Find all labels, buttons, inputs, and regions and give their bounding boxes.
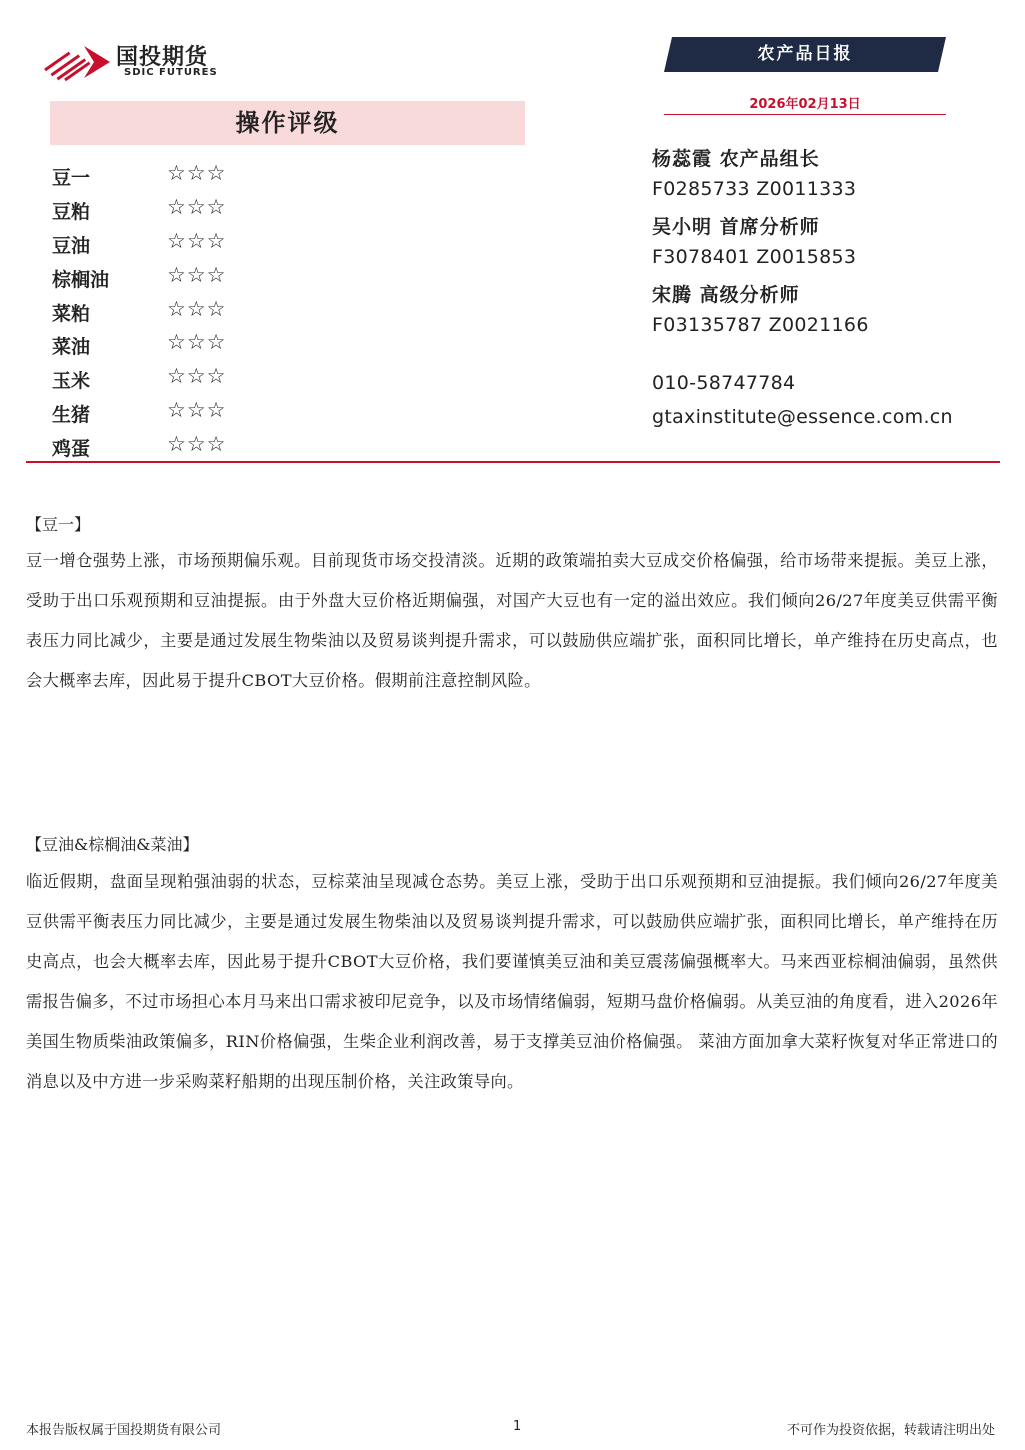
rating-commodity: 豆一 [52,167,91,189]
rating-stars: ☆☆☆ [167,364,227,388]
rating-commodity: 菜油 [52,336,91,358]
rating-commodity: 玉米 [52,370,91,392]
rating-commodity: 鸡蛋 [52,438,91,460]
report-type: 农产品日报 [757,44,853,64]
analyst-license: F03135787 Z0021166 [652,314,869,336]
rating-stars: ☆☆☆ [167,398,227,422]
rating-stars: ☆☆☆ [167,263,227,287]
rating-stars: ☆☆☆ [167,330,227,354]
rating-stars: ☆☆☆ [167,195,227,219]
company-logo [40,40,240,84]
rating-commodity: 豆粕 [52,201,91,223]
logo-mark-icon [40,42,112,82]
rating-stars: ☆☆☆ [167,161,227,185]
footer-copyright: 本报告版权属于国投期货有限公司 [26,1423,222,1438]
section-body: 豆一增仓强势上涨，市场预期偏乐观。目前现货市场交投清淡。近期的政策端拍卖大豆成交价格偏强，给市场带来提振。美豆上涨，受助于出口乐观预期和豆油提振。由于外盘大豆价格近期偏强，对国产大豆也有一定的溢出效应。我们倾向26/27年度美豆供需平衡表压力同比减少，主要是通过发展生物柴油以及贸易谈判提升需求，可以鼓励供应端扩张，面积同比增长，单产维持在历史高点，也会大概率去库，因此易于提升CBOT大豆价格。假期前注意控制风险。 [26,551,998,690]
section-heading: 【豆一】 [26,515,91,534]
section-heading: 【豆油&棕榈油&菜油】 [26,835,199,854]
footer-disclaimer: 不可作为投资依据，转载请注明出处 [786,1423,995,1438]
logo-text-cn: 国投期货 [116,45,209,70]
analyst-license: F0285733 Z0011333 [652,178,857,200]
logo-text-en: SDIC FUTURES [124,67,218,78]
rating-title: 操作评级 [50,101,525,145]
rating-commodity: 生猪 [52,404,91,426]
analyst-name-title: 宋腾 高级分析师 [652,284,800,306]
analyst-name-title: 杨蕊霞 农产品组长 [652,148,820,170]
rating-commodity: 棕榈油 [52,269,110,291]
header-divider [26,461,1000,463]
contact-email[interactable]: gtaxinstitute@essence.com.cn [652,406,953,428]
report-type-banner [664,37,946,72]
analyst-name-title: 吴小明 首席分析师 [652,216,820,238]
rating-stars: ☆☆☆ [167,297,227,321]
rating-stars: ☆☆☆ [167,432,227,456]
page-number: 1 [513,1419,522,1434]
analyst-license: F3078401 Z0015853 [652,246,857,268]
rating-commodity: 豆油 [52,235,91,257]
rating-commodity: 菜粕 [52,303,91,325]
report-date: 2026年02月13日 [749,97,861,112]
contact-phone: 010-58747784 [652,372,796,394]
section-body: 临近假期，盘面呈现粕强油弱的状态，豆棕菜油呈现减仓态势。美豆上涨，受助于出口乐观预期和豆油提振。我们倾向26/27年度美豆供需平衡表压力同比减少，主要是通过发展生物柴油以及贸易谈判提升需求，可以鼓励供应端扩张，面积同比增长，单产维持在历史高点，也会大概率去库，因此易于提升CBOT大豆价格，我们要谨慎美豆油和美豆震荡偏强概率大。马来西亚棕榈油偏弱，虽然供需报告偏多，不过市场担心本月马来出口需求被印尼竞争，以及市场情绪偏弱，短期马盘价格偏弱。从美豆油的角度看，进入2026年美国生物质柴油政策偏多，RIN价格偏强，生柴企业利润改善，易于支撑美豆油价格偏强。 菜油方面加拿大菜籽恢复对华正常进口的消息以及中方进一步采购菜籽船期的出现压制价格，关注政策导向。 [26,872,998,1091]
date-underline [664,114,946,115]
rating-stars: ☆☆☆ [167,229,227,253]
